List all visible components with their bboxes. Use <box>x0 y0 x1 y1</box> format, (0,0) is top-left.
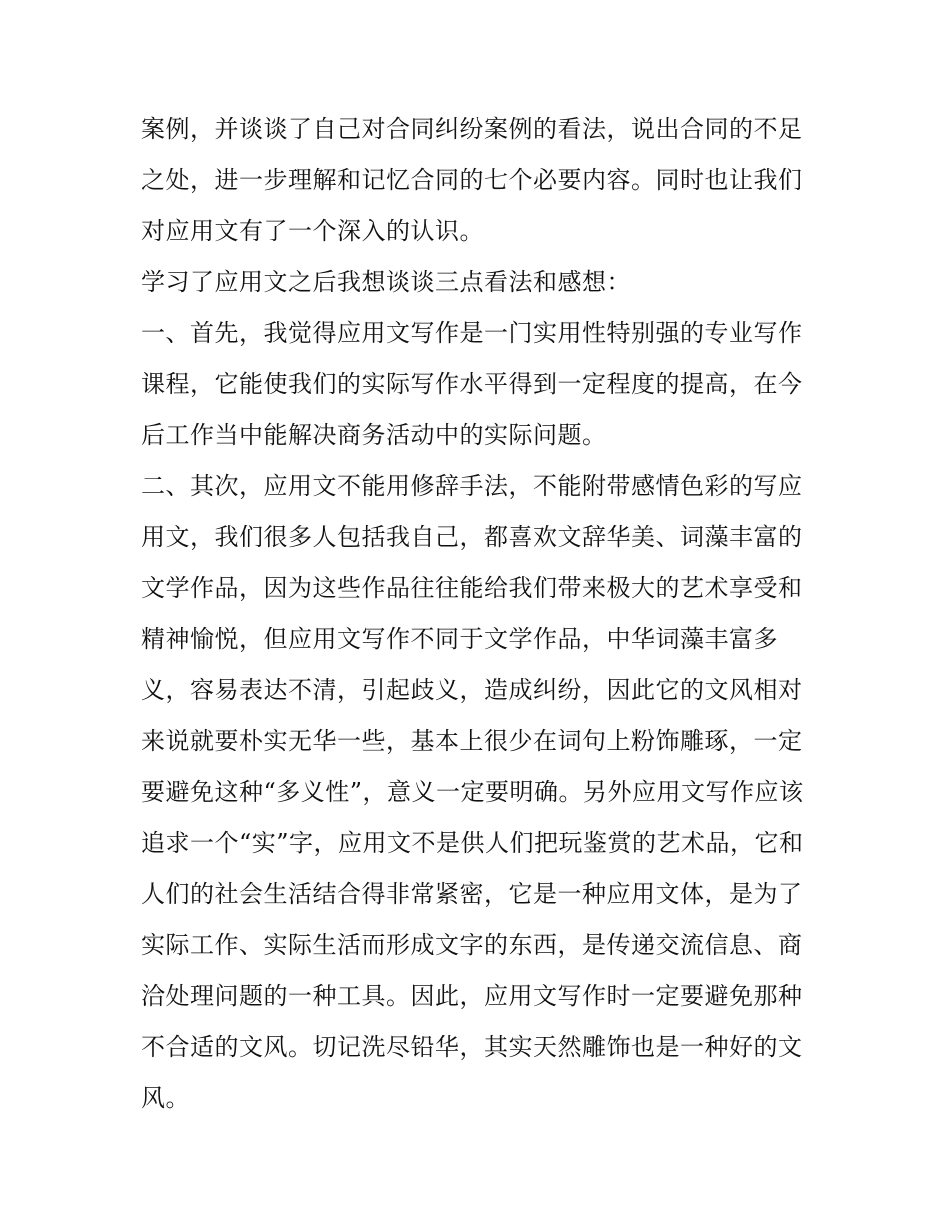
text-line-8: 二、其次，应用文不能用修辞手法，不能附带感情色彩的写应 <box>141 472 803 500</box>
text-line-3: 对应用文有了一个深入的认识。 <box>141 217 484 245</box>
text-line-14: 要避免这种“多义性”，意义一定要明确。另外应用文写作应该 <box>141 778 804 806</box>
text-line-5: 一、首先，我觉得应用文写作是一门实用性特别强的专业写作 <box>141 319 803 347</box>
text-line-10: 文学作品，因为这些作品往往能给我们带来极大的艺术享受和 <box>141 574 803 602</box>
text-line-7: 后工作当中能解决商务活动中的实际问题。 <box>141 421 607 449</box>
text-line-1: 案例，并谈谈了自己对合同纠纷案例的看法，说出合同的不足 <box>141 115 803 143</box>
text-line-2: 之处，进一步理解和记忆合同的七个必要内容。同时也让我们 <box>141 166 803 194</box>
document-body <box>141 104 813 1124</box>
text-line-4: 学习了应用文之后我想谈谈三点看法和感想： <box>141 268 631 296</box>
text-line-12: 义，容易表达不清，引起歧义，造成纠纷，因此它的文风相对 <box>141 676 803 704</box>
text-line-9: 用文，我们很多人包括我自己，都喜欢文辞华美、词藻丰富的 <box>141 523 803 551</box>
text-line-15: 追求一个“实”字，应用文不是供人们把玩鉴赏的艺术品，它和 <box>141 829 804 857</box>
text-line-17: 实际工作、实际生活而形成文字的东西，是传递交流信息、商 <box>141 931 803 959</box>
text-line-13: 来说就要朴实无华一些，基本上很少在词句上粉饰雕琢，一定 <box>141 727 803 755</box>
text-line-20: 风。 <box>141 1084 190 1112</box>
text-line-18: 洽处理问题的一种工具。因此，应用文写作时一定要避免那种 <box>141 982 803 1010</box>
text-line-16: 人们的社会生活结合得非常紧密，它是一种应用文体，是为了 <box>141 880 803 908</box>
text-line-6: 课程，它能使我们的实际写作水平得到一定程度的提高，在今 <box>141 370 803 398</box>
text-line-11: 精神愉悦，但应用文写作不同于文学作品，中华词藻丰富多 <box>141 625 778 653</box>
text-line-19: 不合适的文风。切记洗尽铅华，其实天然雕饰也是一种好的文 <box>141 1033 803 1061</box>
